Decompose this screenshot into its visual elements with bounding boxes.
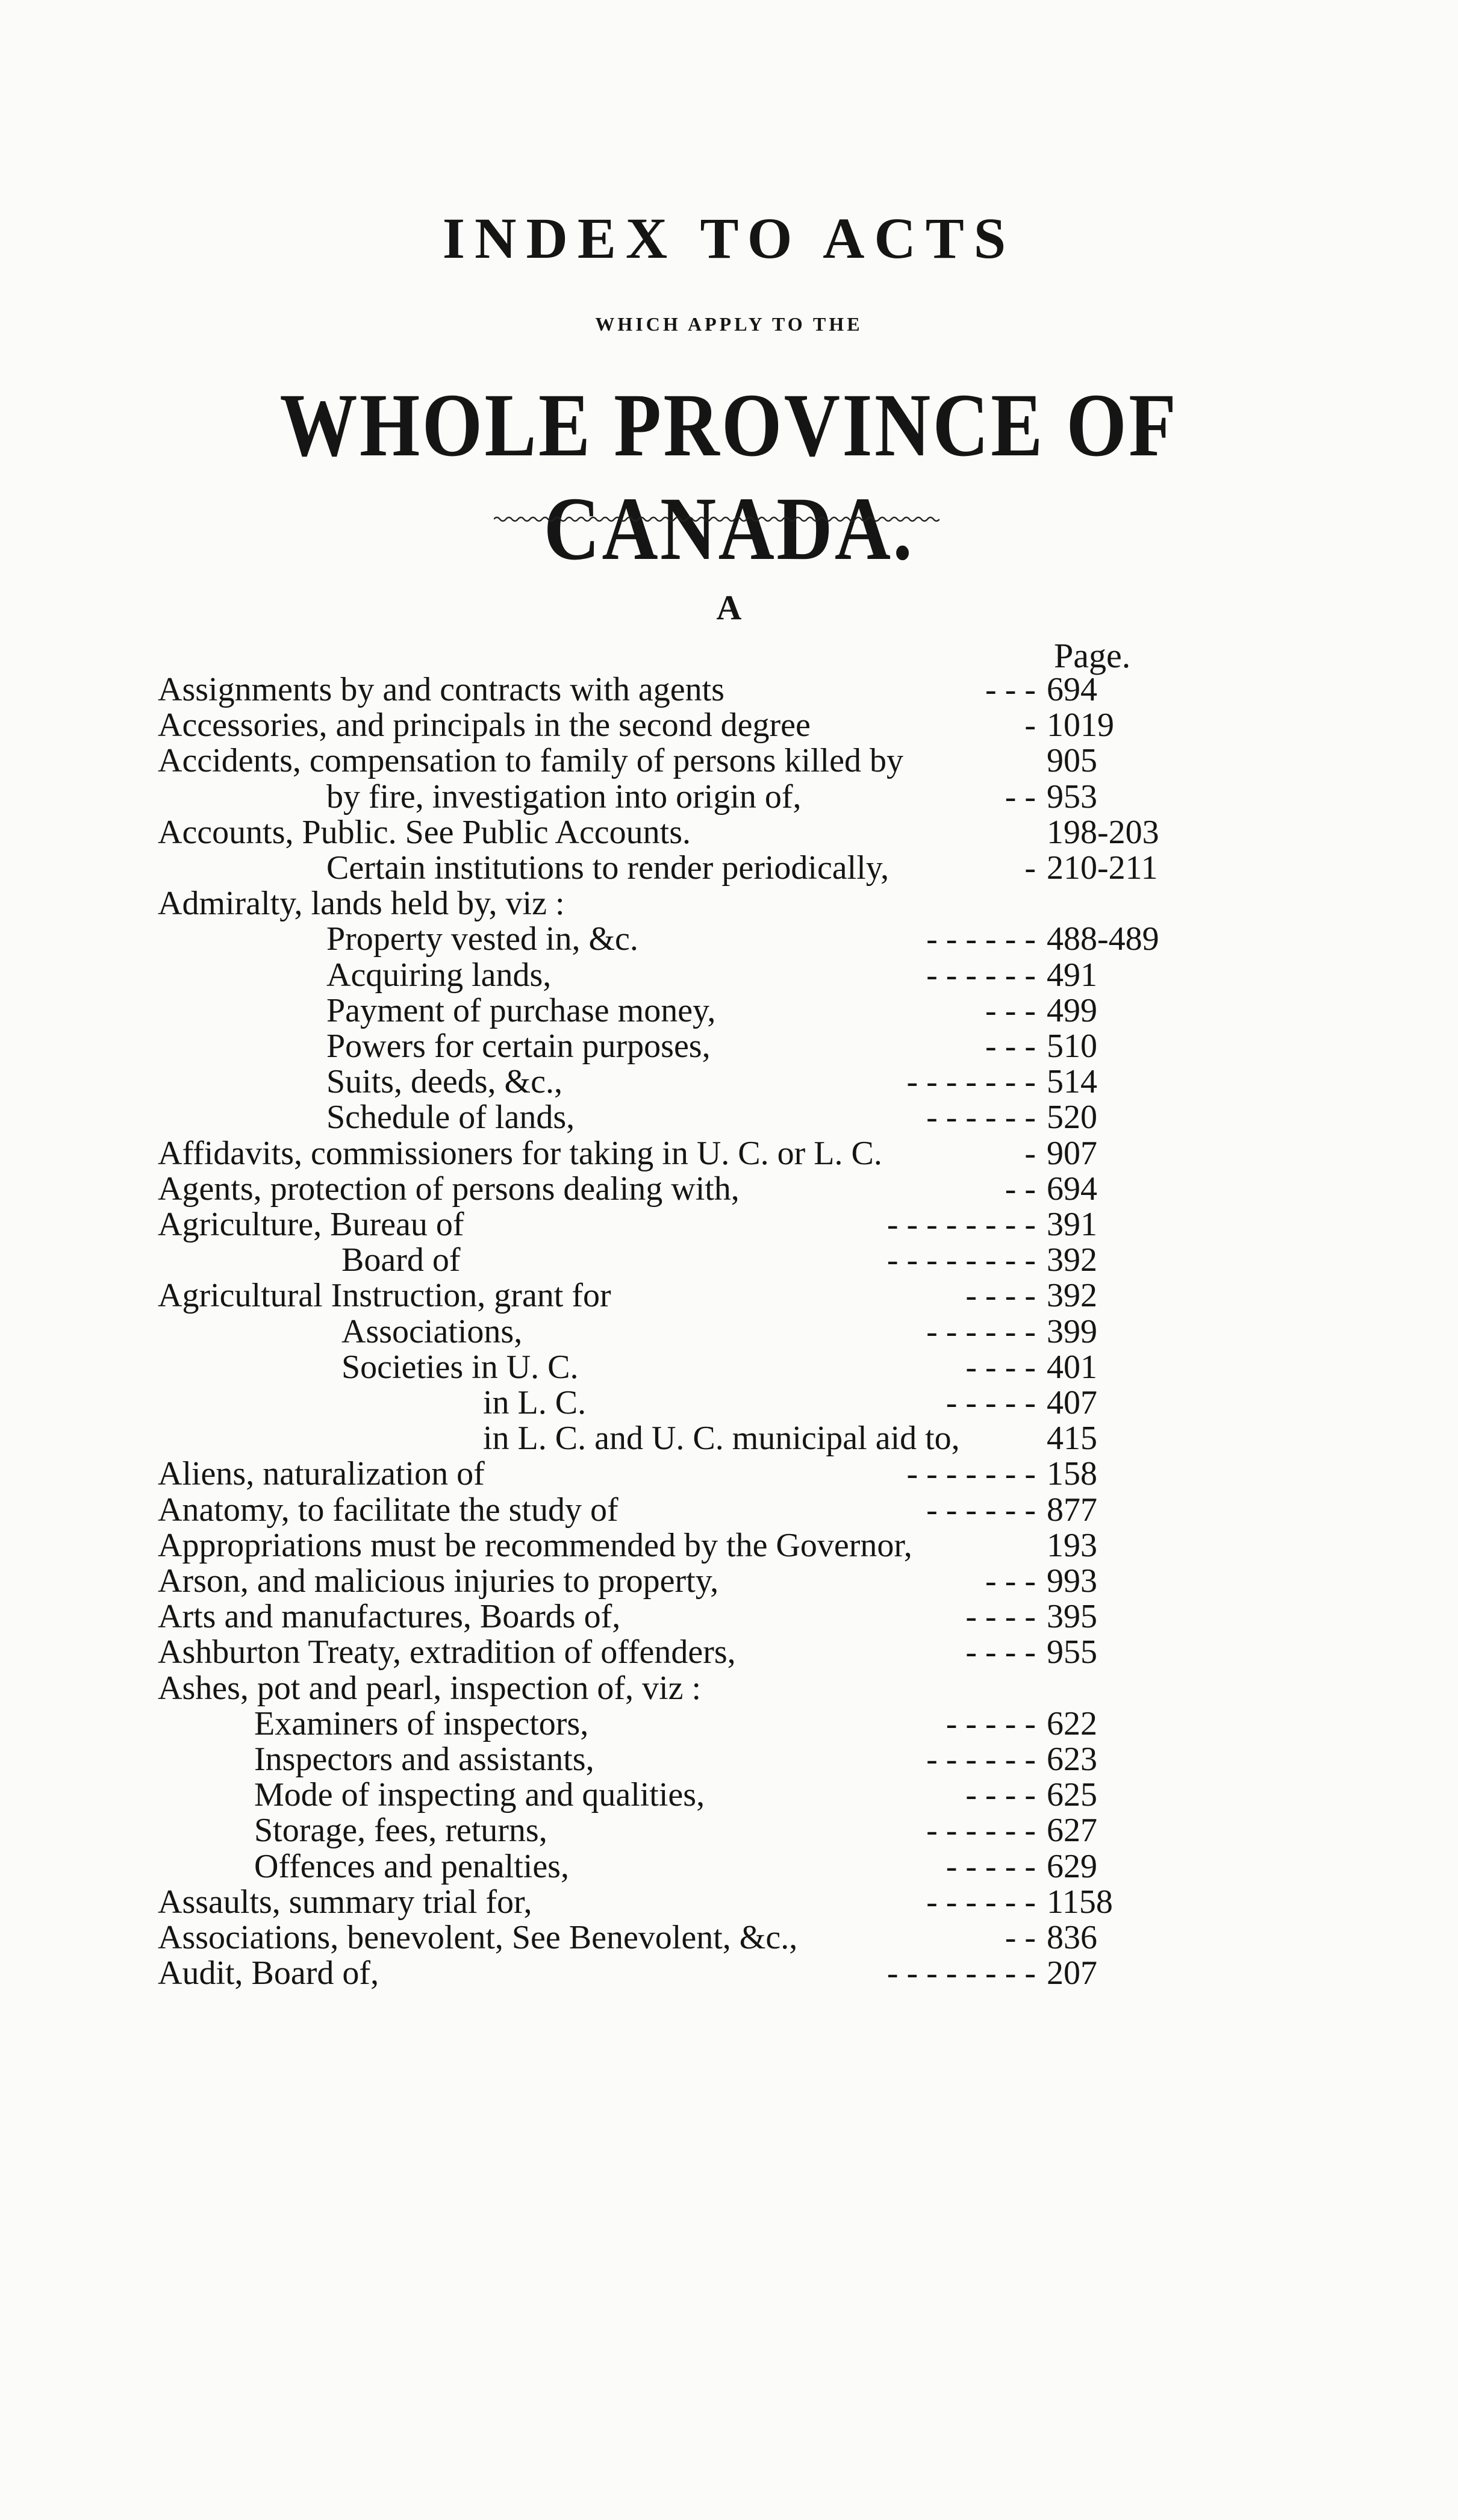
entry-leaders: - - - - - - xyxy=(926,1812,1036,1849)
index-entry xyxy=(254,1741,1197,1777)
entry-leaders: - - - - - - - - xyxy=(886,1954,1036,1992)
entry-text: Assaults, summary trial for, xyxy=(158,1883,532,1921)
entry-page: 1158 xyxy=(1047,1883,1113,1921)
index-entry xyxy=(158,1955,1197,1991)
index-entry xyxy=(483,1420,1197,1456)
entry-leaders: - - xyxy=(1005,778,1036,816)
index-entry xyxy=(158,1456,1197,1492)
entry-text: Ashes, pot and pearl, inspection of, viz : xyxy=(158,1670,702,1707)
entry-text: Schedule of lands, xyxy=(326,1099,575,1136)
entry-page: 488-489 xyxy=(1047,920,1159,958)
entry-text: Storage, fees, returns, xyxy=(254,1812,547,1849)
entry-text: Accidents, compensation to family of persons killed by xyxy=(158,742,903,779)
entry-leaders: - - - - - xyxy=(946,1848,1036,1885)
entry-leaders: - - - xyxy=(985,1028,1036,1065)
entry-page: 955 xyxy=(1047,1633,1097,1671)
entry-page: 193 xyxy=(1047,1527,1097,1564)
index-entry xyxy=(158,1171,1197,1207)
entry-page: 1019 xyxy=(1047,706,1114,744)
entry-leaders: - xyxy=(1024,849,1036,887)
entry-leaders: - - - - - - xyxy=(926,1883,1036,1921)
entry-page: 694 xyxy=(1047,1170,1097,1208)
index-entry xyxy=(326,779,1197,815)
entry-page: 510 xyxy=(1047,1028,1097,1065)
entry-text: Accounts, Public. See Public Accounts. xyxy=(158,814,691,851)
index-entry xyxy=(158,1135,1197,1171)
entry-text: Aliens, naturalization of xyxy=(158,1455,485,1492)
index-entry xyxy=(483,1385,1197,1421)
index-entry xyxy=(326,850,1197,886)
index-entry xyxy=(326,1064,1197,1100)
entry-leaders: - - - - - xyxy=(946,1705,1036,1742)
entry-text: Admiralty, lands held by, viz : xyxy=(158,885,565,922)
entry-leaders: - - - - - - - - xyxy=(886,1241,1036,1279)
entry-page: 415 xyxy=(1047,1420,1097,1457)
index-entry xyxy=(326,993,1197,1029)
index-entry xyxy=(254,1848,1197,1885)
entry-leaders: - xyxy=(1024,706,1036,744)
entry-text: Acquiring lands, xyxy=(326,956,552,994)
index-entry xyxy=(158,672,1197,708)
index-entry xyxy=(158,1884,1197,1920)
entry-leaders: - - - xyxy=(985,671,1036,708)
entry-page: 907 xyxy=(1047,1135,1097,1172)
entry-text: Assignments by and contracts with agents xyxy=(158,671,724,708)
section-letter: A xyxy=(716,588,742,627)
entry-page: 877 xyxy=(1047,1491,1097,1529)
entry-page: 622 xyxy=(1047,1705,1097,1742)
entry-leaders: - - - - xyxy=(965,1633,1036,1671)
index-entry xyxy=(158,814,1197,850)
index-entry xyxy=(158,885,1197,922)
entry-leaders: - - - - xyxy=(965,1349,1036,1386)
entry-leaders: - - - - - xyxy=(946,1384,1036,1421)
entry-page: 395 xyxy=(1047,1598,1097,1635)
index-entry xyxy=(158,1670,1197,1706)
entry-text: Affidavits, commissioners for taking in U. C. or L. C. xyxy=(158,1135,882,1172)
entry-text: Mode of inspecting and qualities, xyxy=(254,1776,705,1814)
entry-text: Arts and manufactures, Boards of, xyxy=(158,1598,621,1635)
entry-page: 392 xyxy=(1047,1241,1097,1279)
entry-page: 836 xyxy=(1047,1919,1097,1956)
entry-leaders: - - - - - - xyxy=(926,1313,1036,1350)
index-entry xyxy=(158,1634,1197,1670)
index-entry xyxy=(158,1563,1197,1599)
entry-page: 499 xyxy=(1047,992,1097,1029)
entry-text: Inspectors and assistants, xyxy=(254,1741,594,1778)
index-entry xyxy=(158,1277,1197,1314)
entry-leaders: - xyxy=(1024,1135,1036,1172)
entry-page: 491 xyxy=(1047,956,1097,994)
entry-text: Audit, Board of, xyxy=(158,1954,379,1992)
entry-leaders: - - - xyxy=(985,1562,1036,1600)
page-column-label: Page. xyxy=(1054,636,1131,675)
entry-text: Societies in U. C. xyxy=(341,1349,579,1386)
index-entry xyxy=(326,1028,1197,1064)
entry-leaders: - - - - - - xyxy=(926,1741,1036,1778)
entry-page: 905 xyxy=(1047,742,1097,779)
entry-text: Offences and penalties, xyxy=(254,1848,569,1885)
index-entry xyxy=(158,1492,1197,1528)
entry-page: 629 xyxy=(1047,1848,1097,1885)
entry-leaders: - - - - - - xyxy=(926,920,1036,958)
main-title: WHOLE PROVINCE OF CANADA. xyxy=(279,375,1179,579)
entry-text: Ashburton Treaty, extradition of offenders, xyxy=(158,1633,736,1671)
index-entry xyxy=(341,1314,1197,1350)
entry-leaders: - - - - - - xyxy=(926,1099,1036,1136)
index-entry xyxy=(158,1920,1197,1956)
entry-text: by fire, investigation into origin of, xyxy=(326,778,802,816)
entry-leaders: - - - - - - - xyxy=(906,1455,1036,1492)
entry-text: in L. C. and U. C. municipal aid to, xyxy=(483,1420,960,1457)
entry-text: Arson, and malicious injuries to property, xyxy=(158,1562,719,1600)
index-entry xyxy=(341,1242,1197,1278)
entry-page: 391 xyxy=(1047,1206,1097,1243)
index-entry xyxy=(326,1099,1197,1135)
entry-page: 623 xyxy=(1047,1741,1097,1778)
entry-text: Associations, xyxy=(341,1313,523,1350)
entry-text: Property vested in, &c. xyxy=(326,920,638,958)
index-title: INDEX TO ACTS xyxy=(442,206,1016,270)
entry-page: 627 xyxy=(1047,1812,1097,1849)
entry-text: Accessories, and principals in the second degree xyxy=(158,706,811,744)
entry-text: Appropriations must be recommended by the Governor, xyxy=(158,1527,912,1564)
entry-leaders: - - - - - - xyxy=(926,956,1036,994)
entry-text: Board of xyxy=(341,1241,461,1279)
entry-leaders: - - - - xyxy=(965,1598,1036,1635)
entry-text: in L. C. xyxy=(483,1384,587,1421)
entry-text: Powers for certain purposes, xyxy=(326,1028,711,1065)
index-entry xyxy=(254,1706,1197,1742)
entry-leaders: - - - xyxy=(985,992,1036,1029)
decorative-wavy-rule xyxy=(494,515,939,523)
entry-page: 207 xyxy=(1047,1954,1097,1992)
entry-text: Payment of purchase money, xyxy=(326,992,716,1029)
entry-page: 392 xyxy=(1047,1277,1097,1314)
entry-page: 198-203 xyxy=(1047,814,1159,851)
entry-leaders: - - xyxy=(1005,1919,1036,1956)
entry-leaders: - - - - - - xyxy=(926,1491,1036,1529)
entry-page: 520 xyxy=(1047,1099,1097,1136)
entry-page: 625 xyxy=(1047,1776,1097,1814)
entry-text: Agents, protection of persons dealing with, xyxy=(158,1170,740,1208)
entry-text: Certain institutions to render periodically, xyxy=(326,849,889,887)
entry-text: Anatomy, to facilitate the study of xyxy=(158,1491,618,1529)
entry-leaders: - - - - xyxy=(965,1776,1036,1814)
entry-page: 158 xyxy=(1047,1455,1097,1492)
index-entry xyxy=(158,1527,1197,1564)
index-entry xyxy=(158,1598,1197,1635)
index-entry xyxy=(158,743,1197,779)
index-entry xyxy=(158,707,1197,743)
entry-page: 993 xyxy=(1047,1562,1097,1600)
entry-page: 694 xyxy=(1047,671,1097,708)
index-entry xyxy=(254,1777,1197,1813)
index-entry xyxy=(326,957,1197,993)
entry-leaders: - - - - - - - xyxy=(906,1063,1036,1100)
entry-page: 399 xyxy=(1047,1313,1097,1350)
entry-text: Examiners of inspectors, xyxy=(254,1705,589,1742)
entry-text: Associations, benevolent, See Benevolent, &c., xyxy=(158,1919,798,1956)
entry-page: 514 xyxy=(1047,1063,1097,1100)
entry-leaders: - - xyxy=(1005,1170,1036,1208)
index-subtitle: WHICH APPLY TO THE xyxy=(595,313,863,335)
entry-leaders: - - - - xyxy=(965,1277,1036,1314)
entry-page: 210-211 xyxy=(1047,849,1158,887)
index-entry xyxy=(341,1349,1197,1385)
entry-page: 407 xyxy=(1047,1384,1097,1421)
entry-text: Agriculture, Bureau of xyxy=(158,1206,464,1243)
entry-page: 953 xyxy=(1047,778,1097,816)
entry-text: Suits, deeds, &c., xyxy=(326,1063,562,1100)
index-entry xyxy=(158,1206,1197,1243)
entry-page: 401 xyxy=(1047,1349,1097,1386)
index-entry xyxy=(326,921,1197,957)
entry-text: Agricultural Instruction, grant for xyxy=(158,1277,611,1314)
index-entry xyxy=(254,1812,1197,1848)
entry-leaders: - - - - - - - - xyxy=(886,1206,1036,1243)
